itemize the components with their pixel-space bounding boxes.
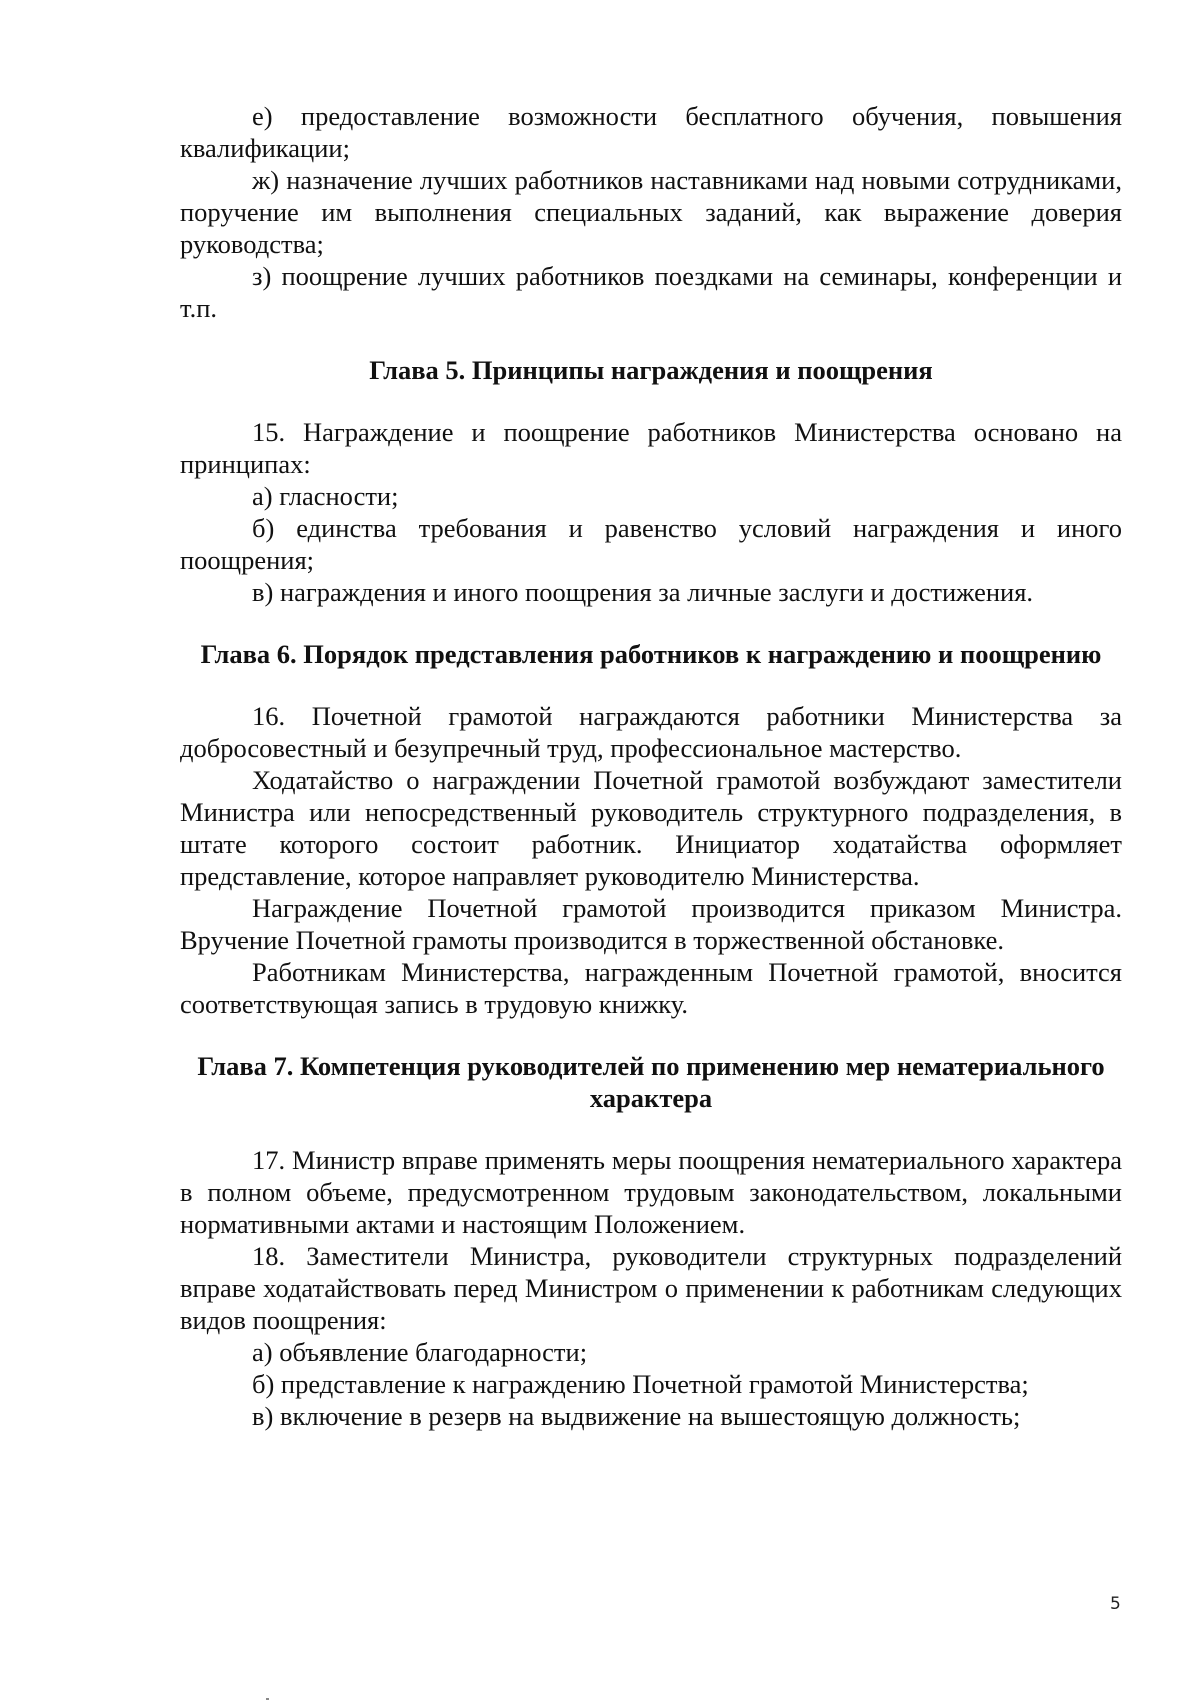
paragraph-e: е) предоставление возможности бесплатного обучения, повышения квалификации;	[180, 101, 1122, 163]
paragraph-18-v: в) включение в резерв на выдвижение на вышестоящую должность;	[252, 1401, 1021, 1431]
paragraph-15-a: а) гласности;	[252, 481, 399, 511]
paragraph-15: 15. Награждение и поощрение работников Министерства основано на принципах:	[180, 417, 1122, 479]
paragraph-z: з) поощрение лучших работников поездками на семинары, конференции и т.п.	[180, 261, 1122, 323]
paragraph-17: 17. Министр вправе применять меры поощрения нематериального характера в полном объеме, предусмотренном трудовым законодательством, локальными нормативными актами и настоящим Положением.	[180, 1145, 1122, 1239]
scan-speck	[266, 1698, 269, 1700]
chapter-5-heading: Глава 5. Принципы награждения и поощрения	[369, 355, 933, 385]
paragraph-15-b: б) единства требования и равенство условий награждения и иного поощрения;	[180, 513, 1122, 575]
document-body	[180, 100, 1122, 1432]
paragraph-16-record: Работникам Министерства, награжденным Почетной грамотой, вносится соответствующая запись в трудовую книжку.	[180, 957, 1122, 1019]
paragraph-16-award: Награждение Почетной грамотой производится приказом Министра. Вручение Почетной грамоты производится в торжественной обстановке.	[180, 893, 1122, 955]
paragraph-18: 18. Заместители Министра, руководители структурных подразделений вправе ходатайствовать перед Министром о применении к работникам следующих видов поощрения:	[180, 1241, 1122, 1335]
paragraph-18-b: б) представление к награждению Почетной грамотой Министерства;	[252, 1369, 1029, 1399]
paragraph-15-v: в) награждения и иного поощрения за личные заслуги и достижения.	[252, 577, 1034, 607]
chapter-6-heading: Глава 6. Порядок представления работников к награждению и поощрению	[200, 639, 1102, 669]
page-number: 5	[1110, 1594, 1121, 1614]
paragraph-18-a: а) объявление благодарности;	[252, 1337, 588, 1367]
chapter-7-heading: Глава 7. Компетенция руководителей по применению мер нематериального характера	[197, 1051, 1105, 1113]
paragraph-16-petition: Ходатайство о награждении Почетной грамотой возбуждают заместители Министра или непосредственный руководитель структурного подразделения, в штате которого состоит работник. Инициатор ходатайства оформляет представление, которое направляет руководителю Министерства.	[180, 765, 1122, 891]
paragraph-zh: ж) назначение лучших работников наставниками над новыми сотрудниками, поручение им выполнения специальных заданий, как выражение доверия руководства;	[180, 165, 1122, 259]
paragraph-16: 16. Почетной грамотой награждаются работники Министерства за добросовестный и безупречный труд, профессиональное мастерство.	[180, 701, 1122, 763]
